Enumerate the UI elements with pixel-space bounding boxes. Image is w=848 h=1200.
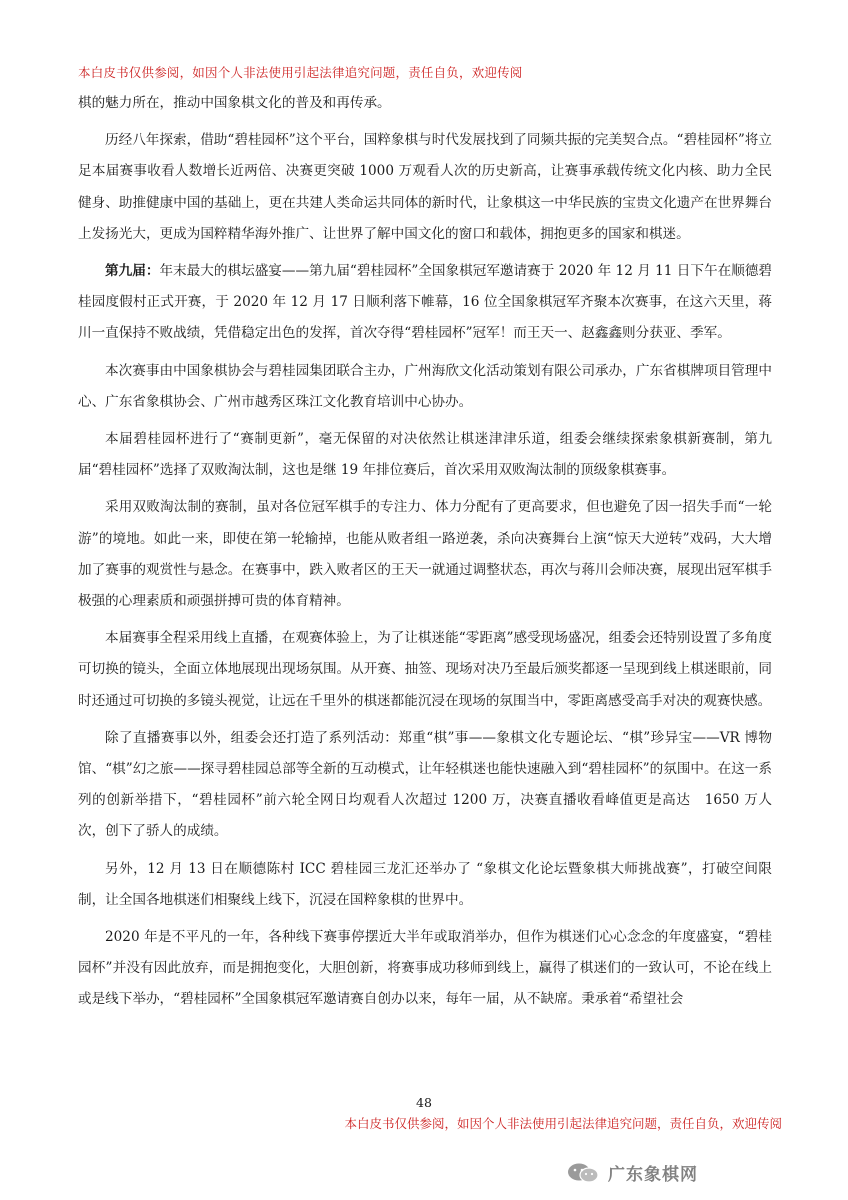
paragraph: 除了直播赛事以外，组委会还打造了系列活动：郑重“棋”事——象棋文化专题论坛、“棋”珍异宝——VR 博物馆、“棋”幻之旅——探寻碧桂园总部等全新的互动模式，让年轻棋迷也能快速融入到“碧桂园杯”的氛围中。在这一系列的创新举措下，“碧桂园杯”前六轮全网日均观看人次超过 1200 万，决赛直播收看峰值更是高达 1650 万人次，创下了骄人的成绩。 xyxy=(78,729,772,840)
wechat-icon xyxy=(566,1162,600,1184)
paragraph: 本届赛事全程采用线上直播，在观赛体验上，为了让棋迷能“零距离”感受现场盛况，组委会还特别设置了多角度可切换的镜头，全面立体地展现出现场氛围。从开赛、抽签、现场对决乃至最后颁奖都逐一呈现到线上棋迷眼前，同时还通过可切换的多镜头视觉，让远在千里外的棋迷都能沉浸在现场的氛围当中，零距离感受高手对决的观赛快感。 xyxy=(78,630,772,709)
paragraph: 历经八年探索，借助“碧桂园杯”这个平台，国粹象棋与时代发展找到了同频共振的完美契合点。“碧桂园杯”将立足本届赛事收看人数增长近两倍、决赛更突破 1000 万观看人次的历史新高，让赛事承载传统文化内核、助力全民健身、助推健康中国的基础上，更在共建人类命运共同体的新时代，让象棋这一中华民族的宝贵文化遗产在世界舞台上发扬光大，更成为国粹精华海外推广、让世界了解中国文化的窗口和载体，拥抱更多的国家和棋迷。 xyxy=(78,132,772,242)
header-disclaimer: 本白皮书仅供参阅，如因个人非法使用引起法律追究问题，责任自负，欢迎传阅 xyxy=(78,65,523,80)
paragraph: 采用双败淘汰制的赛制，虽对各位冠军棋手的专注力、体力分配有了更高要求，但也避免了因一招失手而“一轮游”的境地。如此一来，即使在第一轮输掉，也能从败者组一路逆袭，杀向决赛舞台上演“惊天大逆转”戏码，大大增加了赛事的观赏性与悬念。在赛事中，跌入败者区的王天一就通过调整状态，再次与蒋川会师决赛，展现出冠军棋手极强的心理素质和顽强拼搏可贵的体育精神。 xyxy=(78,499,772,610)
paragraph: 本次赛事由中国象棋协会与碧桂园集团联合主办，广州海欣文化活动策划有限公司承办，广东省棋牌项目管理中心、广东省象棋协会、广州市越秀区珠江文化教育培训中心协办。 xyxy=(78,362,772,410)
watermark xyxy=(566,1160,698,1185)
paragraph: 棋的魅力所在，推动中国象棋文化的普及和再传承。 xyxy=(78,95,391,111)
paragraph: 本届碧桂园杯进行了“赛制更新”，毫无保留的对决依然让棋迷津津乐道，组委会继续探索象棋新赛制，第九届“碧桂园杯”选择了双败淘汰制，这也是继 19 年排位赛后，首次采用双败淘汰制的顶级象棋赛事。 xyxy=(78,431,772,479)
watermark-text: 广东象棋网 xyxy=(608,1165,698,1185)
page-number: 48 xyxy=(416,1095,432,1110)
footer-disclaimer: 本白皮书仅供参阅，如因个人非法使用引起法律追究问题，责任自负，欢迎传阅 xyxy=(344,1116,782,1131)
paragraph: 另外，12 月 13 日在顺德陈村 ICC 碧桂园三龙汇还举办了 “象棋文化论坛暨象棋大师挑战赛”，打破空间限制，让全国各地棋迷们相聚线上线下，沉浸在国粹象棋的世界中。 xyxy=(78,860,772,908)
paragraph: 2020 年是不平凡的一年，各种线下赛事停摆近大半年或取消举办，但作为棋迷们心心念念的年度盛宴，“碧桂园杯”并没有因此放弃，而是拥抱变化，大胆创新，将赛事成功移师到线上，赢得了棋迷们的一致认可，不论在线上或是线下举办，“碧桂园杯”全国象棋冠军邀请赛自创办以来，每年一届，从不缺席。秉承着“希望社会 xyxy=(78,929,772,1008)
document-body xyxy=(78,88,772,1022)
paragraph-ninth-edition xyxy=(78,256,772,350)
ninth-edition-label: 第九届： xyxy=(105,263,160,280)
paragraph-text: 年末最大的棋坛盛宴——第九届“碧桂园杯”全国象棋冠军邀请赛于 2020 年 12 月 11 日下午在顺德碧桂园度假村正式开赛，于 2020 年 12 月 17 日顺利落下帷幕，16 位全国象棋冠军齐聚本次赛事，在这六天里，蒋川一直保持不败战绩，凭借稳定出色的发挥，首次夺得“碧桂园杯”冠军！而王天一、赵鑫鑫则分获亚、季军。 xyxy=(78,263,773,342)
